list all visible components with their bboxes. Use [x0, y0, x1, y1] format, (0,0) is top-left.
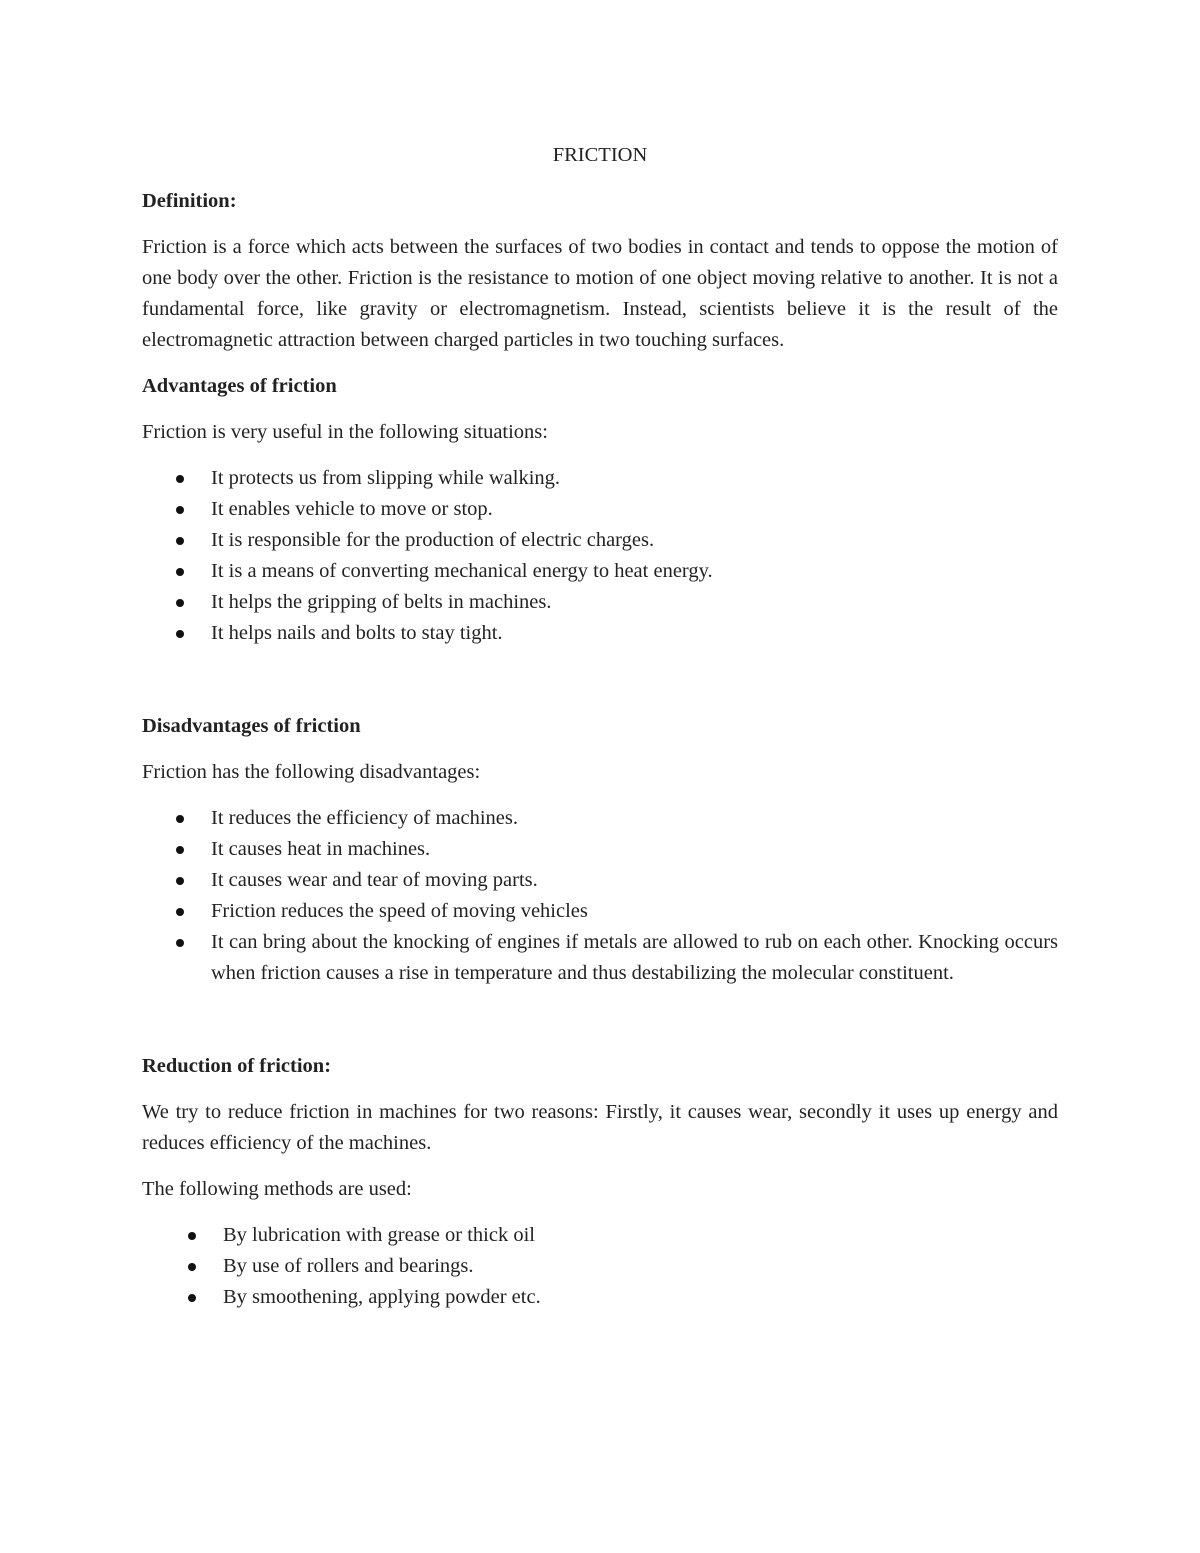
list-item-text: It helps the gripping of belts in machines.: [211, 591, 552, 613]
advantages-heading: Advantages of friction: [142, 375, 337, 397]
definition-text: Friction is a force which acts between the surfaces of two bodies in contact and tends to oppose the motion of one body over the other. Friction is the resistance to motion of one object moving relative to another. It is not a fundamental force, like gravity or electromagnetism. Instead, scientists believe it is the result of the electromagnetic attraction between charged particles in two touching surfaces.: [142, 236, 1058, 351]
list-item: [142, 494, 1058, 525]
advantages-intro: Friction is very useful in the following situations:: [142, 421, 548, 443]
reduction-text: We try to reduce friction in machines for two reasons: Firstly, it causes wear, secondly it uses up energy and reduces efficiency of the machines.: [142, 1101, 1058, 1154]
list-item-text: It is a means of converting mechanical energy to heat energy.: [211, 560, 713, 582]
bullet-icon: [176, 815, 184, 823]
list-item-text: It protects us from slipping while walking.: [211, 467, 561, 489]
list-item: [142, 587, 1058, 618]
bullet-icon: [176, 630, 184, 638]
bullet-icon: [176, 908, 184, 916]
bullet-icon: [176, 475, 184, 483]
bullet-icon: [188, 1232, 196, 1240]
list-item: [142, 896, 1058, 927]
list-item-text: By smoothening, applying powder etc.: [223, 1286, 541, 1308]
disadvantages-intro: Friction has the following disadvantages:: [142, 761, 481, 783]
list-item: [142, 1282, 1058, 1313]
list-item-text: It reduces the efficiency of machines.: [211, 807, 518, 829]
bullet-icon: [176, 568, 184, 576]
document-page: [142, 140, 1058, 1313]
bullet-icon: [176, 599, 184, 607]
bullet-icon: [176, 846, 184, 854]
spacer: [142, 649, 1058, 711]
reduction-heading: Reduction of friction:: [142, 1055, 332, 1077]
list-item: [142, 525, 1058, 556]
disadvantages-heading: Disadvantages of friction: [142, 715, 361, 737]
list-item: [142, 834, 1058, 865]
reduction-list: [142, 1220, 1058, 1313]
list-item-text: It helps nails and bolts to stay tight.: [211, 622, 503, 644]
list-item-text: It is responsible for the production of electric charges.: [211, 529, 655, 551]
bullet-icon: [188, 1294, 196, 1302]
bullet-icon: [176, 877, 184, 885]
reduction-intro: The following methods are used:: [142, 1178, 412, 1200]
list-item-text: By use of rollers and bearings.: [223, 1255, 474, 1277]
bullet-icon: [188, 1263, 196, 1271]
advantages-list: [142, 463, 1058, 649]
bullet-icon: [176, 939, 184, 947]
list-item: [142, 1220, 1058, 1251]
bullet-icon: [176, 506, 184, 514]
list-item: [142, 618, 1058, 649]
definition-heading: Definition:: [142, 190, 237, 212]
list-item-text: It can bring about the knocking of engines if metals are allowed to rub on each other. Knocking occurs when friction causes a rise in temperature and thus destabilizing the molecular constituent.: [211, 931, 1058, 984]
list-item: [142, 803, 1058, 834]
spacer: [142, 989, 1058, 1051]
document-title: FRICTION: [552, 144, 648, 166]
list-item-text: It causes heat in machines.: [211, 838, 431, 860]
list-item-text: Friction reduces the speed of moving vehicles: [211, 900, 588, 922]
list-item-text: It causes wear and tear of moving parts.: [211, 869, 538, 891]
list-item: [142, 1251, 1058, 1282]
bullet-icon: [176, 537, 184, 545]
list-item: [142, 556, 1058, 587]
disadvantages-list: [142, 803, 1058, 989]
list-item: [142, 865, 1058, 896]
list-item: [142, 927, 1058, 989]
list-item-text: By lubrication with grease or thick oil: [223, 1224, 535, 1246]
list-item: [142, 463, 1058, 494]
list-item-text: It enables vehicle to move or stop.: [211, 498, 493, 520]
